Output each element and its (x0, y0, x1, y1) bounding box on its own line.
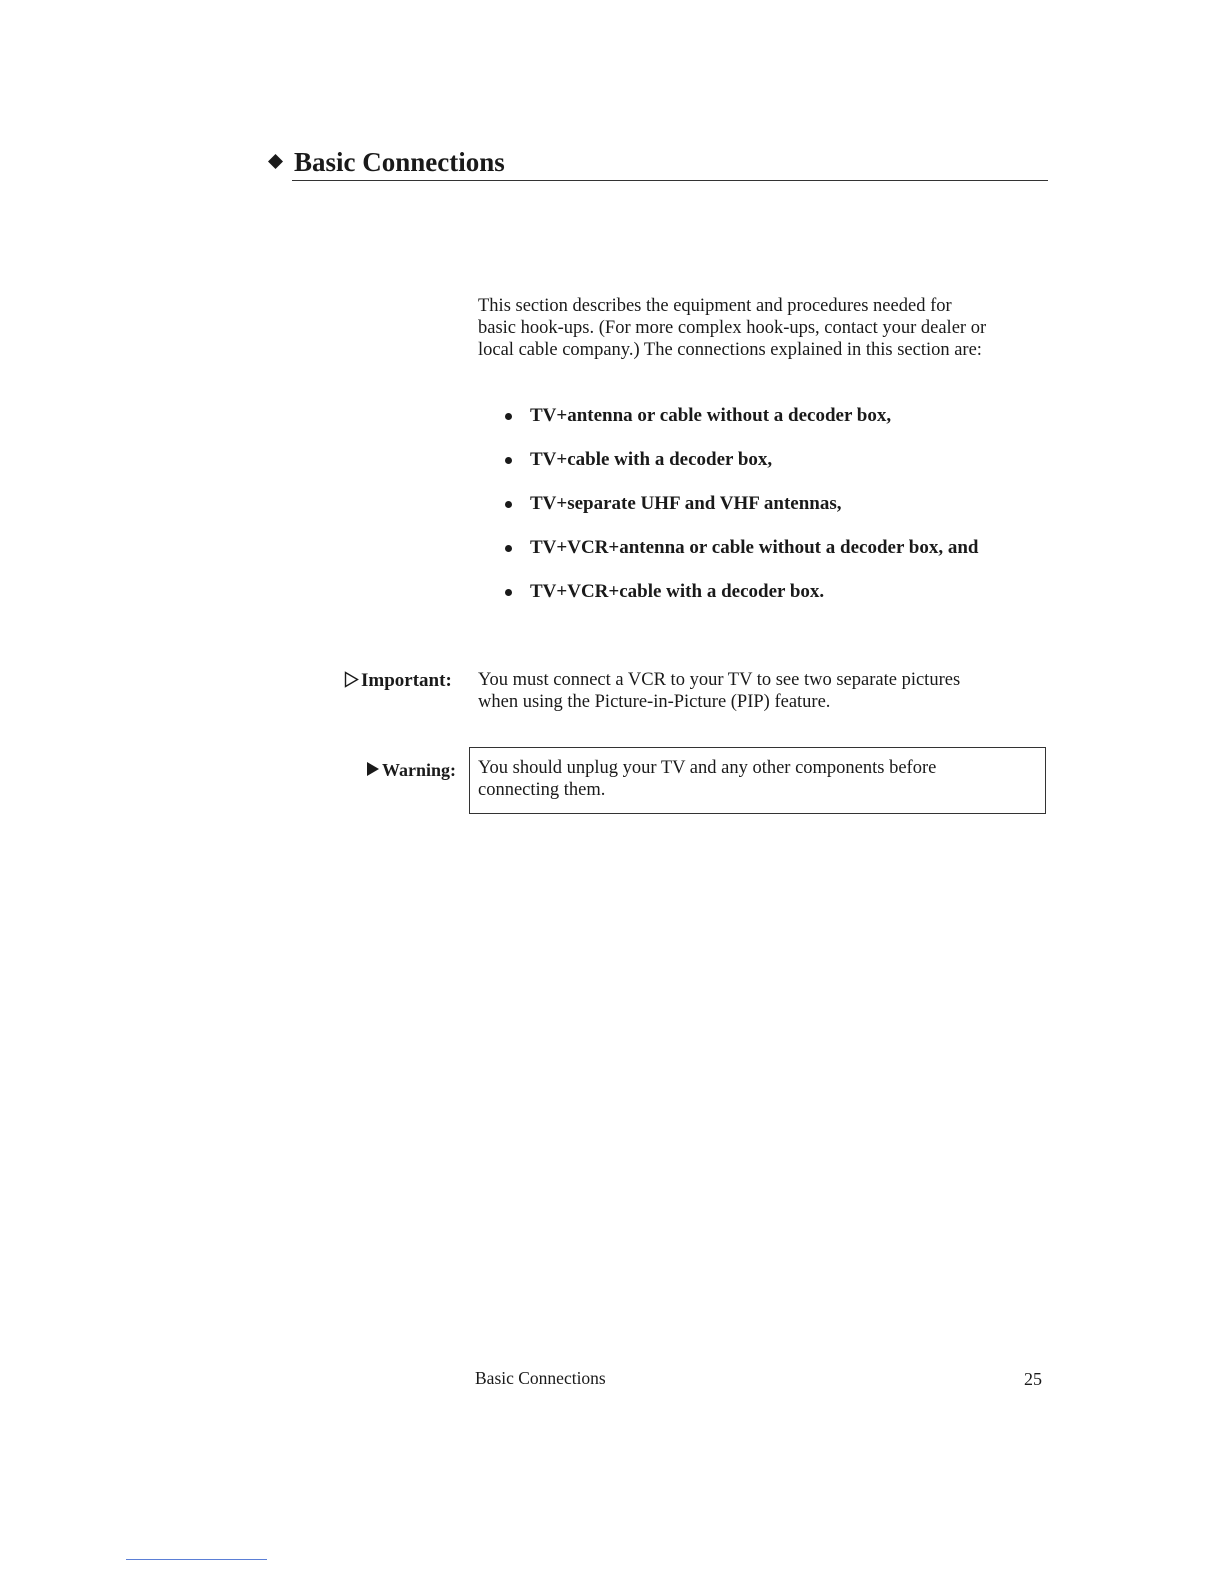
list-item-text: TV+VCR+antenna or cable without a decoder box, and (530, 537, 979, 558)
list-item (503, 448, 1063, 492)
bullet-icon (505, 457, 512, 464)
page-heading (268, 146, 1048, 182)
list-item-text: TV+separate UHF and VHF antennas, (530, 493, 842, 514)
warning-line: You should unplug your TV and any other components before (478, 758, 937, 778)
important-label-text: Important: (361, 670, 452, 691)
bullet-icon (505, 501, 512, 508)
footer-section-title: Basic Connections (475, 1368, 606, 1388)
bullet-icon (505, 413, 512, 420)
list-item (503, 404, 1063, 448)
heading-underline (292, 180, 1048, 181)
list-item (503, 580, 1063, 624)
warning-note (478, 757, 936, 801)
warning-label-text: Warning: (382, 760, 457, 780)
important-note (478, 669, 1058, 713)
bullet-icon (505, 545, 512, 552)
intro-paragraph (478, 295, 1058, 361)
intro-line: This section describes the equipment and procedures needed for (478, 296, 952, 316)
bottom-rule (126, 1559, 267, 1560)
list-item-text: TV+antenna or cable without a decoder box, (530, 405, 892, 426)
important-line: when using the Picture-in-Picture (PIP) feature. (478, 692, 831, 712)
solid-triangle-icon (366, 761, 380, 777)
list-item (503, 492, 1063, 536)
list-item-text: TV+VCR+cable with a decoder box. (530, 581, 825, 602)
bullet-icon (505, 589, 512, 596)
list-item (503, 536, 1063, 580)
intro-line: local cable company.) The connections explained in this section are: (478, 340, 982, 360)
page-title: Basic Connections (294, 147, 505, 177)
warning-box (469, 747, 1046, 814)
warning-line: connecting them. (478, 780, 606, 800)
list-item-text: TV+cable with a decoder box, (530, 449, 773, 470)
page-number: 25 (1024, 1369, 1042, 1389)
connections-list (503, 404, 1063, 624)
important-line: You must connect a VCR to your TV to see two separate pictures (478, 670, 961, 690)
outline-triangle-icon (344, 671, 359, 688)
warning-label (366, 758, 456, 782)
intro-line: basic hook-ups. (For more complex hook-ups, contact your dealer or (478, 318, 987, 338)
important-label (344, 669, 452, 693)
diamond-icon (268, 154, 283, 169)
